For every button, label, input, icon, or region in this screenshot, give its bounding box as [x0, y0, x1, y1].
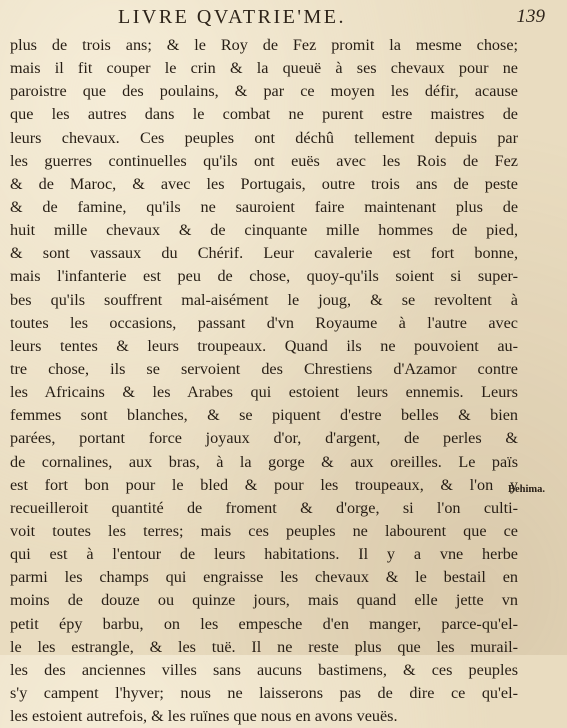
- text-line: & de famine, qu'ils ne sauroient faire maintenant plus de: [10, 197, 518, 216]
- running-head: [0, 4, 567, 32]
- text-line: qui est à l'entour de leurs habitations. Il y a vne herbe: [10, 545, 518, 564]
- text-line: les Africains & les Arabes qui estoient leurs ennemis. Leurs: [10, 383, 518, 402]
- text-line: recueilleroit quantité de froment & d'orge, si l'on culti-: [10, 498, 518, 517]
- text-line: les estoient autrefois, & les ruïnes que nous en avons veuës.: [10, 707, 398, 726]
- text-line: petit épy barbu, on les empesche d'en manger, parce-qu'el-: [10, 614, 518, 633]
- text-line: que les autres dans le combat ne purent estre maistres de: [10, 105, 518, 124]
- text-line: les des anciennes villes sans aucuns bastimens, & ces peuples: [10, 660, 518, 679]
- text-line: leurs chevaux. Ces peuples ont déchû tellement depuis par: [10, 128, 518, 147]
- margin-note: Behima.: [508, 484, 546, 495]
- text-line: paroistre que des poulains, & par ce moyen les défir, acause: [10, 82, 518, 101]
- text-line: & sont vassaux du Chérif. Leur cavalerie est fort bonne,: [10, 244, 518, 263]
- text-line: voit toutes les terres; mais ces peuples ne labourent que ce: [10, 521, 518, 540]
- text-line: parmi les champs qui engraisse les chevaux & le bestail en: [10, 568, 518, 587]
- text-line: tre chose, ils se servoient des Chrestiens d'Azamor contre: [10, 359, 518, 378]
- text-line: est fort bon pour le bled & pour les troupeaux, & l'on y: [10, 475, 518, 494]
- text-line: le les estrangle, & les tuë. Il ne reste plus que les murail-: [10, 637, 518, 656]
- text-line: s'y campent l'hyver; nous ne laisserons pas de dire ce qu'el-: [10, 683, 518, 702]
- text-line: moins de douze ou quinze jours, mais quand elle jette vn: [10, 591, 518, 610]
- text-line: femmes sont blanches, & se piquent d'estre belles & bien: [10, 406, 518, 425]
- text-line: mais l'infanterie est peu de chose, quoy-qu'ils soient si super-: [10, 267, 518, 286]
- text-line: leurs tentes & leurs troupeaux. Quand ils ne pouvoient au-: [10, 336, 518, 355]
- page-number: 139: [516, 6, 545, 27]
- text-line: de cornalines, aux bras, à la gorge & aux oreilles. Le païs: [10, 452, 518, 471]
- text-line: & de Maroc, & avec les Portugais, outre trois ans de peste: [10, 174, 518, 193]
- text-line: mais il fit couper le crin & la queuë à ses chevaux pour ne: [10, 59, 518, 78]
- text-line: parées, portant force joyaux d'or, d'argent, de perles &: [10, 429, 518, 448]
- text-line: bes qu'ils souffrent mal-aisément le joug, & se revoltent à: [10, 290, 518, 309]
- text-line: les guerres continuelles qu'ils ont euës avec les Rois de Fez: [10, 151, 518, 170]
- text-line: huit mille chevaux & de cinquante mille hommes de pied,: [10, 221, 518, 240]
- text-line: plus de trois ans; & le Roy de Fez promit la mesme chose;: [10, 36, 518, 54]
- text-line: toutes les occasions, passant d'vn Royaume à l'autre avec: [10, 313, 518, 332]
- body-text: [10, 34, 518, 728]
- running-title: LIVRE QVATRIE'ME.: [118, 6, 346, 28]
